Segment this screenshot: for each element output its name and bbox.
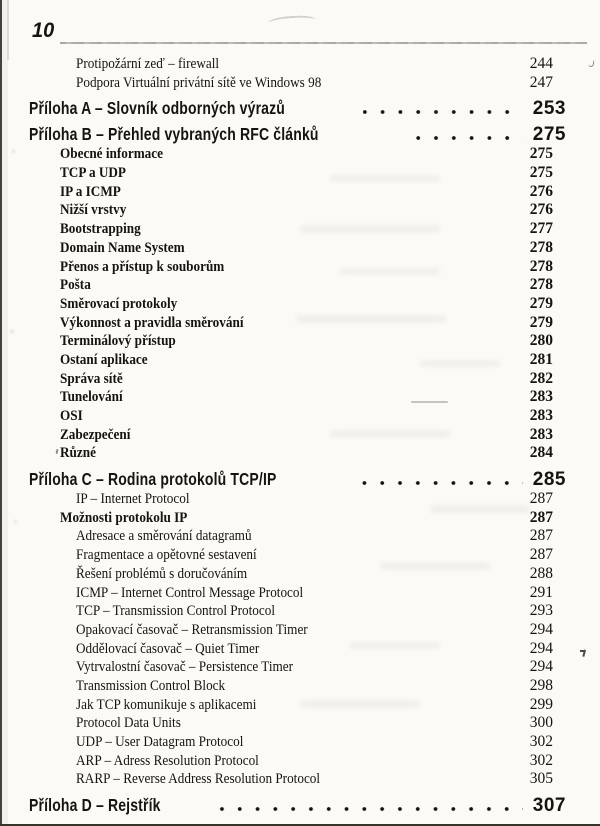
toc-entry xyxy=(0,490,600,509)
toc-entry xyxy=(0,55,600,74)
toc-entry-title: Správa sítě xyxy=(60,370,123,387)
toc-entry xyxy=(0,426,600,445)
toc-entry xyxy=(0,220,600,239)
toc-entry-page: 279 xyxy=(529,313,553,331)
toc-entry-title: Oddělovací časovač – Quiet Timer xyxy=(76,640,260,657)
toc-entry-title: IP – Internet Protocol xyxy=(76,491,190,508)
toc-entry-page: 278 xyxy=(529,257,553,275)
toc-entry-title: Různé xyxy=(60,445,96,462)
toc-entry-page: 276 xyxy=(529,182,553,200)
toc-heading xyxy=(0,469,600,489)
toc-entry xyxy=(0,145,600,164)
toc-entry xyxy=(0,584,600,603)
toc-entry-title: Možnosti protokolu IP xyxy=(60,509,188,526)
toc-entry-page: 299 xyxy=(529,695,553,713)
toc-entry-page: 277 xyxy=(529,220,553,238)
toc-entry-page: 307 xyxy=(532,795,566,817)
toc-entry-title: Příloha A – Slovník odborných výrazů xyxy=(29,98,286,119)
toc-entry-title: Příloha B – Přehled vybraných RFC článků xyxy=(29,124,319,145)
toc-entry-title: Protipožární zeď – firewall xyxy=(76,56,220,72)
toc-entry-title: Fragmentace a opětovné sestavení xyxy=(76,547,257,564)
toc-entry-page: 305 xyxy=(529,770,553,788)
toc-entry xyxy=(0,565,600,584)
toc-entry-title: Transmission Control Block xyxy=(76,677,226,694)
toc-entry xyxy=(0,527,600,546)
toc-entry-title: Vytrvalostní časovač – Persistence Timer xyxy=(76,659,294,676)
dot-leader xyxy=(352,480,522,486)
toc-entry-title: Přenos a přístup k souborům xyxy=(60,258,225,275)
toc-entry-page: 278 xyxy=(529,238,553,256)
toc-entry-title: IP a ICMP xyxy=(60,183,121,200)
toc-entry xyxy=(0,770,600,789)
toc-entry-page: 279 xyxy=(529,294,553,312)
toc-entry xyxy=(0,509,600,528)
toc-entry-title: Směrovací protokoly xyxy=(60,295,178,312)
toc-entry-page: 247 xyxy=(529,73,553,91)
toc-entry-page: 287 xyxy=(529,508,553,526)
toc-entry xyxy=(0,258,600,277)
toc-entry xyxy=(0,201,600,220)
toc-entry-title: Příloha D – Rejstřík xyxy=(29,795,161,816)
toc-heading xyxy=(0,795,600,815)
toc-entry-title: Příloha C – Rodina protokolů TCP/IP xyxy=(29,469,277,490)
toc-entry-title: RARP – Reverse Address Resolution Protocol xyxy=(76,771,321,788)
scan-artifact xyxy=(7,0,9,60)
toc-entry-title: Jak TCP komunikuje s aplikacemi xyxy=(76,696,257,713)
toc-entry-title: Ostaní aplikace xyxy=(60,351,148,368)
toc-entry xyxy=(0,183,600,202)
toc-entry-title: Zabezpečení xyxy=(60,426,131,443)
toc-entry-title: Opakovací časovač – Retransmission Timer xyxy=(76,621,308,638)
dot-leader xyxy=(207,806,522,812)
toc-entry-page: 253 xyxy=(532,98,566,120)
dot-leader xyxy=(405,135,523,141)
toc-entry-page: 288 xyxy=(529,564,553,582)
toc-entry-page: 281 xyxy=(529,350,553,368)
toc-entry xyxy=(0,388,600,407)
toc-entry xyxy=(0,714,600,733)
toc-entry xyxy=(0,658,600,677)
toc-entry-title: Terminálový přístup xyxy=(60,333,176,350)
toc-entry-title: Nižší vrstvy xyxy=(60,202,127,219)
toc-entry xyxy=(0,370,600,389)
toc-entry xyxy=(0,407,600,426)
toc-entry xyxy=(0,295,600,314)
toc-entry-title: ARP – Adress Resolution Protocol xyxy=(76,752,259,769)
toc-entry-page: 276 xyxy=(529,201,553,219)
toc-entry-title: ICMP – Internet Control Message Protocol xyxy=(76,584,304,601)
toc-entry-title: UDP – User Datagram Protocol xyxy=(76,734,244,750)
toc-entry xyxy=(0,351,600,370)
toc-list xyxy=(0,55,600,816)
toc-entry-title: Podpora Virtuální privátní sítě ve Windows 98 xyxy=(76,74,322,91)
toc-entry-page: 284 xyxy=(529,444,553,462)
toc-entry-page: 282 xyxy=(529,369,553,387)
toc-entry xyxy=(0,332,600,351)
toc-entry xyxy=(0,733,600,752)
toc-entry-title: Pošta xyxy=(60,277,91,294)
toc-entry xyxy=(0,164,600,183)
toc-entry-page: 287 xyxy=(529,546,553,564)
toc-entry xyxy=(0,314,600,333)
toc-entry-page: 302 xyxy=(529,733,553,750)
toc-entry xyxy=(0,602,600,621)
toc-entry-page: 275 xyxy=(529,164,553,182)
toc-entry-title: Protocol Data Units xyxy=(76,715,181,732)
toc-entry-page: 275 xyxy=(532,124,566,146)
toc-entry xyxy=(0,677,600,696)
toc-entry-page: 294 xyxy=(529,639,553,657)
toc-entry-page: 283 xyxy=(529,407,553,424)
toc-heading xyxy=(0,124,600,144)
toc-entry-page: 287 xyxy=(529,490,553,508)
toc-entry-page: 294 xyxy=(529,658,553,676)
toc-entry-title: OSI xyxy=(60,408,83,424)
page-number: 10 xyxy=(32,19,55,42)
toc-entry-page: 291 xyxy=(529,583,553,601)
toc-entry-page: 294 xyxy=(529,620,553,638)
toc-entry-page: 275 xyxy=(529,145,553,163)
toc-entry-title: Domain Name System xyxy=(60,239,185,256)
toc-entry-page: 298 xyxy=(529,676,553,694)
toc-entry xyxy=(0,239,600,258)
toc-entry-page: 300 xyxy=(529,714,553,732)
toc-entry-page: 283 xyxy=(529,388,553,406)
toc-entry xyxy=(0,621,600,640)
toc-entry-title: Řešení problémů s doručováním xyxy=(76,565,248,582)
toc-entry xyxy=(0,276,600,295)
toc-entry xyxy=(0,696,600,715)
toc-entry-title: Výkonnost a pravidla směrování xyxy=(60,314,244,331)
toc-entry xyxy=(0,752,600,771)
toc-entry-title: Bootstrapping xyxy=(60,221,141,238)
toc-entry xyxy=(0,74,600,93)
header-rule xyxy=(60,42,587,44)
toc-entry-page: 302 xyxy=(529,751,553,769)
toc-heading xyxy=(0,98,600,118)
toc-entry-page: 285 xyxy=(532,469,566,491)
toc-entry xyxy=(0,546,600,565)
toc-entry-page: 280 xyxy=(529,332,553,350)
toc-entry-page: 278 xyxy=(529,276,553,294)
toc-entry-page: 287 xyxy=(529,527,553,545)
toc-entry-page: 244 xyxy=(529,55,553,72)
toc-entry-title: Adresace a směrování datagramů xyxy=(76,528,252,545)
toc-entry xyxy=(0,640,600,659)
toc-entry-page: 293 xyxy=(529,602,553,620)
toc-entry-title: TCP – Transmission Control Protocol xyxy=(76,603,276,620)
toc-entry-title: TCP a UDP xyxy=(60,165,126,182)
toc-entry-title: Obecné informace xyxy=(60,146,164,163)
toc-entry xyxy=(0,444,600,463)
dot-leader xyxy=(363,109,523,115)
toc-entry-page: 283 xyxy=(529,425,553,443)
scan-artifact xyxy=(268,14,317,28)
toc-entry-title: Tunelování xyxy=(60,389,123,406)
